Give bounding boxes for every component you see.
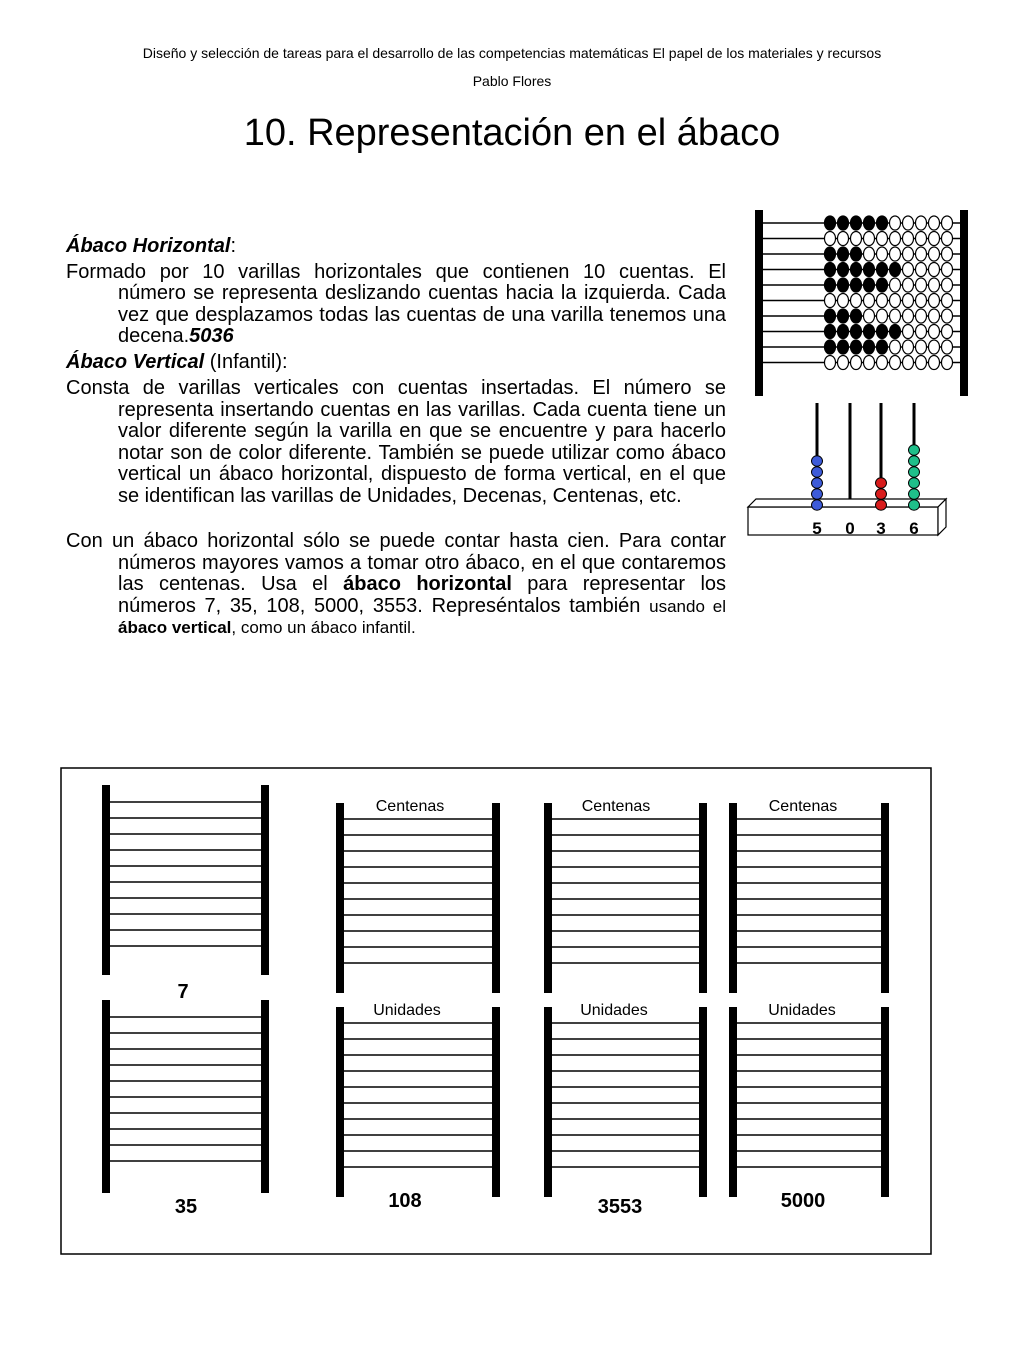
horizontal-body: Formado por 10 varillas horizontales que contienen 10 cuentas. El número se representa deslizando cuentas hacia la izquierda. Cada vez que desplazamos todas las cuentas de una varilla tenemos una decena.5036 bbox=[66, 260, 726, 347]
abacus-bead bbox=[877, 263, 888, 277]
abacus-bead bbox=[890, 247, 901, 261]
empty-abacus-frame-left bbox=[544, 803, 552, 993]
abacus-bead bbox=[851, 232, 862, 246]
abacus-bead bbox=[825, 278, 836, 292]
number-3553-label: 3553 bbox=[597, 1196, 643, 1218]
abacus-bead bbox=[838, 340, 849, 354]
page-title: 10. Representación en el ábaco bbox=[243, 112, 781, 154]
abacus-bead bbox=[838, 232, 849, 246]
centenas-label-2: Centenas bbox=[581, 798, 651, 815]
vertical-bead bbox=[812, 467, 823, 477]
empty-abacus-frame-right bbox=[261, 785, 269, 975]
abacus-frame-right bbox=[960, 210, 968, 396]
abacus-bead bbox=[864, 278, 875, 292]
abacus-bead bbox=[929, 294, 940, 308]
vertical-heading: Ábaco Vertical bbox=[66, 350, 205, 373]
vertical-rod bbox=[849, 403, 852, 499]
vertical-bead bbox=[909, 445, 920, 455]
header-line-1: Diseño y selección de tareas para el desarrollo de las competencias matemáticas El papel de los materiales y recursos bbox=[142, 45, 882, 61]
vertical-bead bbox=[812, 500, 823, 510]
unidades-label-2: Unidades bbox=[580, 1002, 648, 1019]
worksheet-box bbox=[60, 767, 932, 1257]
empty-abacus-frame-right bbox=[881, 803, 889, 993]
abacus-bead bbox=[877, 247, 888, 261]
abacus-bead bbox=[825, 247, 836, 261]
abacus-bead bbox=[929, 247, 940, 261]
explanation-text: Ábaco Horizontal: Formado por 10 varillas horizontales que contienen 10 cuentas. El número se representa deslizando cuentas hacia la izquierda. Cada vez que desplazamos todas las cuentas de una varilla tenemos una decena.5036 Ábaco Vertical (Infantil): Consta de varillas verticales con cuentas insertadas. El número se representa insertando cuentas en las varillas. Cada cuenta tiene un valor diferente según la varilla en que se encuentre y para hacerlo notar son de color diferente. También se puede utilizar como ábaco vertical un ábaco horizontal, dispuesto de forma vertical, en el que se identifican las varillas de Unidades, Decenas, Centenas, etc. Con un ábaco horizontal sólo se puede contar hasta cien. Para contar números mayores vamos a tomar otro ábaco, en el que contaremos las centenas. Usa el ábaco horizontal para representar los números 7, 35, 108, 5000, 3553. Represéntalos también usando el ábaco vertical, como un ábaco infantil. bbox=[66, 235, 727, 637]
abacus-bead bbox=[890, 356, 901, 370]
abacus-bead bbox=[890, 216, 901, 230]
abacus-bead bbox=[838, 216, 849, 230]
unidades-label-1: Unidades bbox=[373, 1002, 441, 1019]
abacus-bead bbox=[916, 232, 927, 246]
abacus-bead bbox=[903, 325, 914, 339]
abacus-bead bbox=[825, 340, 836, 354]
abacus-bead bbox=[851, 356, 862, 370]
horizontal-abacus-figure bbox=[740, 200, 980, 400]
vertical-bead bbox=[876, 489, 887, 499]
abacus-bead bbox=[903, 294, 914, 308]
abacus-bead bbox=[903, 247, 914, 261]
abacus-bead bbox=[825, 294, 836, 308]
exercise-text: Con un ábaco horizontal sólo se puede contar hasta cien. Para contar números mayores vamos a tomar otro ábaco, en el que contaremos las centenas. Usa el ábaco horizontal para representar los números 7, 35, 108, 5000, 3553. Represéntalos también usando el ábaco vertical, como un ábaco infantil. bbox=[66, 530, 727, 637]
abacus-bead bbox=[864, 309, 875, 323]
vertical-bead bbox=[909, 467, 920, 477]
abacus-bead bbox=[942, 294, 953, 308]
horizontal-heading: Ábaco Horizontal bbox=[66, 235, 231, 257]
abacus-bead bbox=[929, 216, 940, 230]
empty-abacus-frame-left bbox=[729, 803, 737, 993]
abacus-bead bbox=[851, 309, 862, 323]
abacus-bead bbox=[877, 278, 888, 292]
abacus-bead bbox=[890, 232, 901, 246]
vertical-bead bbox=[812, 478, 823, 488]
vertical-digit-label: 6 bbox=[909, 519, 919, 538]
abacus-bead bbox=[942, 247, 953, 261]
abacus-bead bbox=[942, 356, 953, 370]
vertical-bead bbox=[909, 478, 920, 488]
abacus-bead bbox=[890, 340, 901, 354]
abacus-bead bbox=[929, 263, 940, 277]
abacus-bead bbox=[916, 216, 927, 230]
centenas-label-1: Centenas bbox=[375, 798, 445, 815]
vertical-bead bbox=[812, 456, 823, 466]
abacus-bead bbox=[916, 247, 927, 261]
abacus-bead bbox=[851, 278, 862, 292]
abacus-bead bbox=[864, 356, 875, 370]
vertical-bead bbox=[876, 500, 887, 510]
abacus-bead bbox=[838, 247, 849, 261]
abacus-bead bbox=[916, 309, 927, 323]
vertical-bead bbox=[876, 478, 887, 488]
abacus-bead bbox=[864, 340, 875, 354]
abacus-bead bbox=[890, 325, 901, 339]
abacus-bead bbox=[942, 263, 953, 277]
abacus-bead bbox=[825, 232, 836, 246]
abacus-bead bbox=[903, 232, 914, 246]
abacus-bead bbox=[916, 294, 927, 308]
abacus-bead bbox=[851, 294, 862, 308]
empty-abacus-frame-left bbox=[102, 785, 110, 975]
abacus-bead bbox=[838, 263, 849, 277]
abacus-bead bbox=[929, 278, 940, 292]
vertical-abacus-figure bbox=[740, 395, 960, 550]
abacus-bead bbox=[916, 340, 927, 354]
abacus-bead bbox=[916, 263, 927, 277]
abacus-bead bbox=[903, 356, 914, 370]
abacus-bead bbox=[916, 325, 927, 339]
vertical-bead bbox=[812, 489, 823, 499]
abacus-bead bbox=[916, 356, 927, 370]
vertical-digit-label: 5 bbox=[812, 519, 822, 538]
abacus-bead bbox=[942, 309, 953, 323]
vertical-bead bbox=[909, 456, 920, 466]
abacus-bead bbox=[877, 294, 888, 308]
empty-abacus-frame-left bbox=[102, 1000, 110, 1193]
unidades-label-3: Unidades bbox=[768, 1002, 836, 1019]
horizontal-example-number: 5036 bbox=[189, 325, 234, 347]
abacus-bead bbox=[916, 278, 927, 292]
abacus-bead bbox=[903, 263, 914, 277]
number-7-label: 7 bbox=[177, 981, 189, 1003]
abacus-bead bbox=[864, 294, 875, 308]
header-author: Pablo Flores bbox=[472, 73, 552, 89]
empty-abacus-frame-right bbox=[699, 803, 707, 993]
abacus-bead bbox=[903, 309, 914, 323]
empty-abacus-frame-left bbox=[336, 803, 344, 993]
number-5000-label: 5000 bbox=[780, 1190, 826, 1212]
empty-abacus-frame-right bbox=[492, 1007, 500, 1197]
abacus-bead bbox=[877, 232, 888, 246]
abacus-bead bbox=[929, 356, 940, 370]
vertical-body: Consta de varillas verticales con cuentas insertadas. El número se representa insertando cuentas en las varillas. Cada cuenta tiene un valor diferente según la varilla en que se encuentre y para hacerlo notar son de color diferente. También se puede utilizar como ábaco vertical un ábaco horizontal, dispuesto de forma vertical, en el que se identifican las varillas de Unidades, Decenas, Centenas, etc. bbox=[66, 377, 726, 507]
vertical-bead bbox=[909, 489, 920, 499]
abacus-bead bbox=[825, 309, 836, 323]
abacus-bead bbox=[838, 294, 849, 308]
abacus-bead bbox=[877, 340, 888, 354]
abacus-bead bbox=[825, 325, 836, 339]
abacus-bead bbox=[929, 309, 940, 323]
abacus-bead bbox=[929, 325, 940, 339]
abacus-bead bbox=[903, 340, 914, 354]
number-108-label: 108 bbox=[388, 1190, 422, 1212]
abacus-bead bbox=[864, 216, 875, 230]
abacus-bead bbox=[838, 356, 849, 370]
abacus-bead bbox=[851, 340, 862, 354]
abacus-bead bbox=[942, 278, 953, 292]
abacus-bead bbox=[825, 263, 836, 277]
abacus-bead bbox=[890, 309, 901, 323]
empty-abacus-frame-right bbox=[492, 803, 500, 993]
empty-abacus-frame-right bbox=[261, 1000, 269, 1193]
vertical-digit-label: 0 bbox=[845, 519, 855, 538]
abacus-bead bbox=[825, 356, 836, 370]
abacus-bead bbox=[877, 325, 888, 339]
abacus-bead bbox=[890, 278, 901, 292]
empty-abacus-frame-left bbox=[729, 1007, 737, 1197]
abacus-bead bbox=[890, 263, 901, 277]
abacus-bead bbox=[838, 325, 849, 339]
empty-abacus-frame-right bbox=[699, 1007, 707, 1197]
abacus-bead bbox=[890, 294, 901, 308]
abacus-bead bbox=[903, 278, 914, 292]
empty-abacus-frame-left bbox=[544, 1007, 552, 1197]
empty-abacus-frame-right bbox=[881, 1007, 889, 1197]
abacus-bead bbox=[864, 263, 875, 277]
abacus-bead bbox=[838, 309, 849, 323]
empty-abacus-frame-left bbox=[336, 1007, 344, 1197]
number-35-label: 35 bbox=[174, 1196, 198, 1218]
centenas-label-3: Centenas bbox=[768, 798, 838, 815]
abacus-bead bbox=[877, 216, 888, 230]
abacus-bead bbox=[864, 247, 875, 261]
abacus-bead bbox=[851, 216, 862, 230]
vertical-bead bbox=[909, 500, 920, 510]
abacus-bead bbox=[942, 340, 953, 354]
abacus-bead bbox=[851, 325, 862, 339]
abacus-frame-left bbox=[755, 210, 763, 396]
abacus-bead bbox=[929, 232, 940, 246]
abacus-bead bbox=[929, 340, 940, 354]
abacus-bead bbox=[903, 216, 914, 230]
abacus-bead bbox=[851, 247, 862, 261]
abacus-bead bbox=[877, 309, 888, 323]
abacus-bead bbox=[864, 325, 875, 339]
abacus-bead bbox=[942, 325, 953, 339]
abacus-bead bbox=[864, 232, 875, 246]
abacus-bead bbox=[942, 216, 953, 230]
abacus-bead bbox=[942, 232, 953, 246]
abacus-bead bbox=[838, 278, 849, 292]
vertical-digit-label: 3 bbox=[876, 519, 886, 538]
abacus-bead bbox=[877, 356, 888, 370]
abacus-bead bbox=[825, 216, 836, 230]
abacus-bead bbox=[851, 263, 862, 277]
